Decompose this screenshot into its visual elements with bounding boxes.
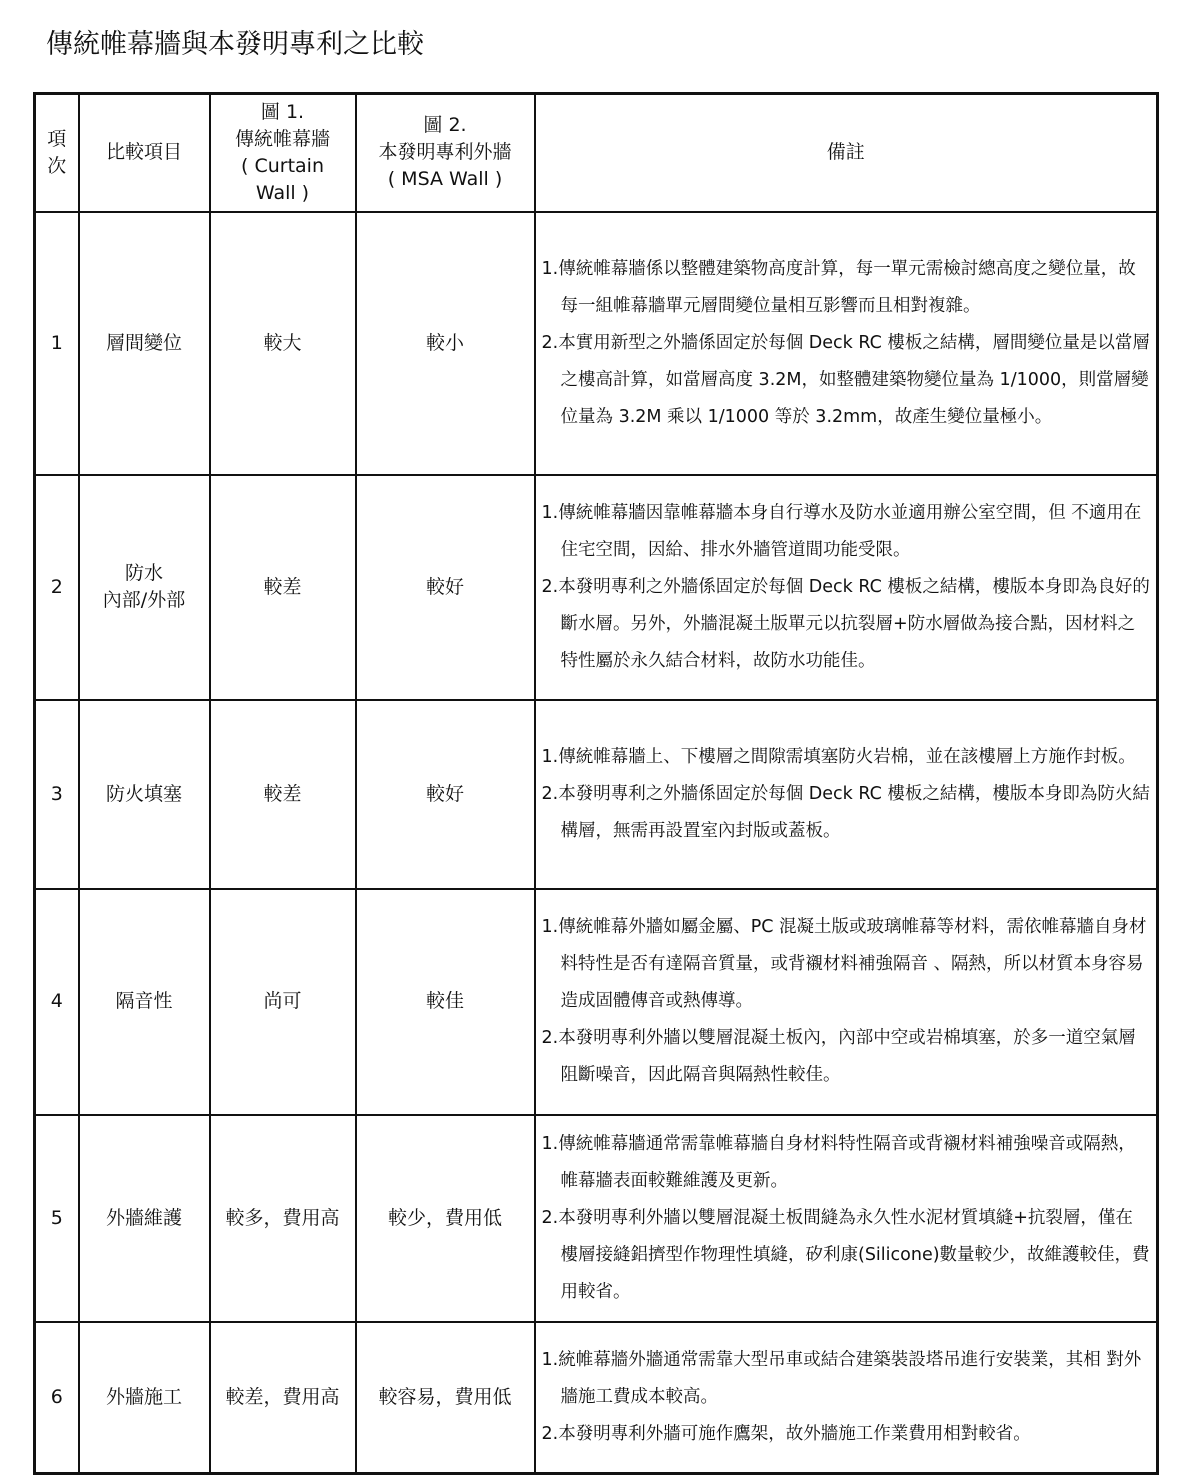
row-traditional: 較差，費用高: [210, 1322, 356, 1474]
note-item: 2.本發明專利之外牆係固定於每個 Deck RC 樓板之結構，樓版本身即為防火結構層，無需再設置室內封版或蓋板。: [541, 783, 1150, 841]
header-index-line: 項: [47, 127, 67, 150]
row-msa: 較少，費用低: [356, 1115, 535, 1322]
row-msa: 較好: [356, 700, 535, 889]
note-item: 1.統帷幕牆外牆通常需靠大型吊車或結合建築裝設塔吊進行安裝業，其相 對外牆施工費成本較高。: [541, 1349, 1142, 1407]
note-item: 1.傳統帷幕牆因靠帷幕牆本身自行導水及防水並適用辦公室空間，但 不適用在住宅空間，因給、排水外牆管道間功能受限。: [541, 502, 1142, 560]
row-index: 3: [35, 700, 79, 889]
row-notes: [535, 700, 1158, 889]
header-notes: 備註: [535, 94, 1158, 212]
comparison-table: [33, 92, 1159, 1475]
header-traditional-line: 傳統帷幕牆: [234, 127, 330, 150]
row-index: 2: [35, 475, 79, 700]
row-item: [79, 1115, 210, 1322]
note-item: 1.傳統帷幕牆係以整體建築物高度計算，每一單元需檢討總高度之變位量，故每一組帷幕牆單元層間變位量相互影響而且相對複雜。: [541, 258, 1136, 316]
row-traditional: 較多，費用高: [210, 1115, 356, 1322]
table-row: [35, 475, 1158, 700]
row-traditional: 較大: [210, 212, 356, 475]
note-item: 2.本實用新型之外牆係固定於每個 Deck RC 樓板之結構，層間變位量是以當層之樓高計算，如當層高度 3.2M，如整體建築物變位量為 1/1000，則當層變位量為 3.2M 乘以 1/1000 等於 3.2mm，故產生變位量極小。: [541, 332, 1150, 427]
document-title: 傳統帷幕牆與本發明專利之比較: [46, 29, 424, 60]
table-row: [35, 889, 1158, 1115]
header-traditional-line: ( Curtain: [241, 154, 324, 177]
note-item: 2.本發明專利外牆以雙層混凝土板內，內部中空或岩棉填塞，於多一道空氣層阻斷噪音，因此隔音與隔熱性較佳。: [541, 1028, 1136, 1085]
header-index-line: 次: [47, 154, 67, 177]
row-msa: 較容易，費用低: [356, 1322, 535, 1474]
row-traditional: 尚可: [210, 889, 356, 1115]
header-msa-line: 本發明專利外牆: [378, 141, 512, 164]
header-msa: [356, 94, 535, 212]
row-index: 5: [35, 1115, 79, 1322]
note-item: 1.傳統帷幕牆上、下樓層之間隙需填塞防火岩棉，並在該樓層上方施作封板。: [541, 746, 1136, 767]
row-item-line: 防火填塞: [105, 782, 182, 805]
header-msa-line: ( MSA Wall ): [387, 168, 503, 191]
row-notes: [535, 1115, 1158, 1322]
header-traditional-line: 圖 1.: [260, 100, 305, 123]
table-row: [35, 1115, 1158, 1322]
row-item-line: 內部/外部: [102, 589, 186, 611]
row-msa: 較小: [356, 212, 535, 475]
note-item: 1.傳統帷幕牆通常需靠帷幕牆自身材料特性隔音或背襯材料補強噪音或隔熱，帷幕牆表面較難維護及更新。: [541, 1133, 1136, 1191]
row-item-line: 外牆維護: [105, 1206, 182, 1229]
row-traditional: 較差: [210, 700, 356, 889]
note-item: 2.本發明專利外牆以雙層混凝土板間縫為永久性水泥材質填縫+抗裂層，僅在樓層接縫鋁擠型作物理性填縫，矽利康(Silicone)數量較少，故維護較佳，費用較省。: [541, 1207, 1150, 1302]
row-item: [79, 700, 210, 889]
header-row: [35, 94, 1158, 212]
table-row: [35, 212, 1158, 475]
table-row: [35, 1322, 1158, 1474]
header-msa-line: 圖 2.: [423, 114, 467, 137]
row-notes: [535, 475, 1158, 700]
row-item-line: 外牆施工: [105, 1385, 182, 1408]
note-item: 2.本發明專利外牆可施作鷹架，故外牆施工作業費用相對較省。: [541, 1423, 1031, 1444]
row-item-line: 層間變位: [105, 331, 182, 354]
table-row: [35, 700, 1158, 889]
row-msa: 較好: [356, 475, 535, 700]
row-item: [79, 212, 210, 475]
row-notes: [535, 889, 1158, 1115]
row-item-line: 隔音性: [115, 990, 173, 1012]
row-notes: [535, 1322, 1158, 1474]
row-index: 6: [35, 1322, 79, 1474]
row-item-line: 防水: [124, 562, 163, 584]
row-item: [79, 1322, 210, 1474]
header-index: [35, 94, 79, 212]
header-item: 比較項目: [79, 94, 210, 212]
row-notes: [535, 212, 1158, 475]
row-index: 1: [35, 212, 79, 475]
row-traditional: 較差: [210, 475, 356, 700]
row-item: [79, 889, 210, 1115]
header-traditional: [210, 94, 356, 212]
note-item: 2.本發明專利之外牆係固定於每個 Deck RC 樓板之結構，樓版本身即為良好的斷水層。另外，外牆混凝土版單元以抗裂層+防水層做為接合點，因材料之特性屬於永久結合材料，故防水功能佳。: [541, 576, 1150, 671]
note-item: 1.傳統帷幕外牆如屬金屬、PC 混凝土版或玻璃帷幕等材料，需依帷幕牆自身材料特性是否有達隔音質量，或背襯材料補強隔音 、隔熱，所以材質本身容易造成固體傳音或熱傳導。: [541, 917, 1147, 1011]
row-msa: 較佳: [356, 889, 535, 1115]
row-index: 4: [35, 889, 79, 1115]
header-traditional-line: Wall ): [255, 181, 310, 204]
row-item: [79, 475, 210, 700]
